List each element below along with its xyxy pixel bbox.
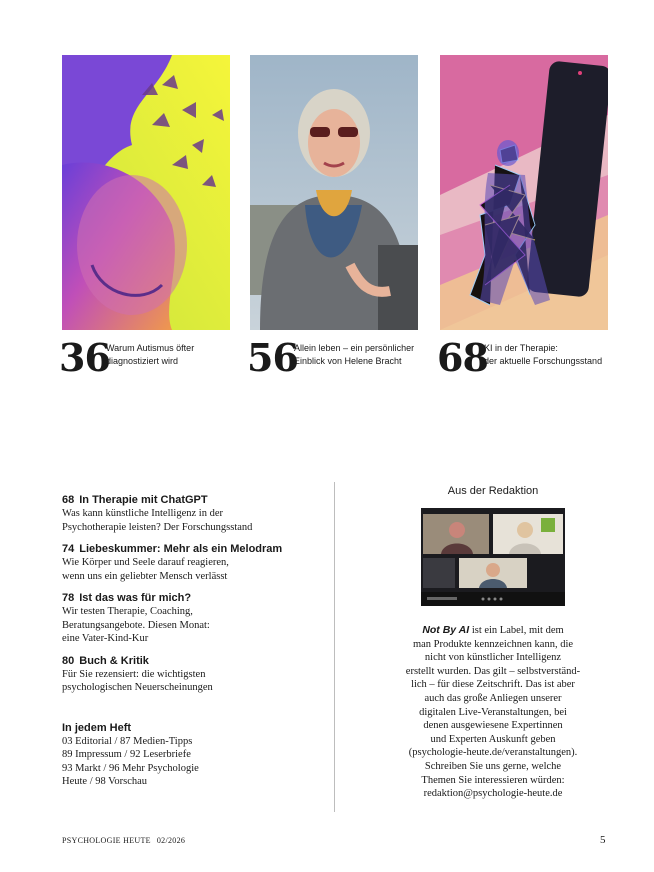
feature-56[interactable]: [247, 55, 418, 382]
toc-entry[interactable]: [62, 591, 322, 646]
feature-68[interactable]: [437, 55, 608, 382]
video-call-image: [421, 508, 565, 606]
toc-title: Liebeskummer: Mehr als ein Melodram: [79, 543, 283, 555]
toc-text: Wie Körper und Seele darauf reagieren, wenn uns ein geliebter Mensch verlässt: [62, 557, 229, 582]
toc-text: Für Sie rezensiert: die wichtigsten psychologischen Neuerscheinungen: [62, 668, 213, 693]
toc-entry[interactable]: [62, 493, 322, 534]
feature-image-autism[interactable]: [62, 55, 230, 330]
magazine-name: PSYCHOLOGIE HEUTE: [62, 836, 151, 845]
toc-page-number: 74: [62, 543, 75, 555]
toc-page-number: 78: [62, 592, 75, 604]
table-of-contents: [62, 493, 322, 789]
feature-page-number: 56: [247, 335, 298, 380]
toc-title: In Therapie mit ChatGPT: [79, 494, 208, 506]
not-by-ai-label: Not By AI: [422, 624, 470, 636]
footer-magazine: [62, 836, 185, 845]
toc-page-number: 68: [62, 494, 75, 506]
feature-image-ai-therapy[interactable]: [440, 55, 608, 330]
toc-entry[interactable]: [62, 654, 322, 695]
editorial-text: [386, 624, 600, 801]
feature-36[interactable]: [59, 55, 230, 382]
butterfly-portrait-illustration: [62, 55, 230, 330]
toc-page-number: 80: [62, 654, 75, 667]
editorial-title: Aus der Redaktion: [447, 485, 539, 497]
column-divider: [334, 482, 335, 812]
figure-in-phone-illustration: [440, 55, 608, 330]
toc-title: Buch & Kritik: [79, 654, 149, 667]
toc-title: Ist das was für mich?: [79, 592, 192, 604]
toc-text: Was kann künstliche Intelligenz in der Psychotherapie leisten? Der Forschungsstand: [62, 508, 253, 533]
feature-caption: Allein leben – ein persönlicher Einblick von Helene Bracht: [294, 343, 415, 366]
regular-sections-text: 03 Editorial / 87 Medien-Tipps 89 Impressum / 92 Leserbriefe 93 Markt / 96 Mehr Psychologie Heute / 98 Vorschau: [62, 735, 199, 787]
editorial-box: [386, 484, 600, 801]
feature-image-living-alone[interactable]: [250, 55, 418, 330]
toc-entry[interactable]: [62, 542, 322, 583]
regular-sections-title: In jedem Heft: [62, 721, 132, 734]
video-call-screenshot: [421, 508, 565, 606]
toc-text: Wir testen Therapie, Coaching, Beratungsangebote. Diesen Monat: eine Vater-Kind-Kur: [62, 606, 210, 644]
feature-caption: KI in der Therapie: der aktuelle Forschungsstand: [484, 343, 603, 366]
editorial-body: ist ein Label, mit dem man Produkte kennzeichnen kann, die nicht von künstlicher Intelligenz erstellt wurden. Das gilt – selbstverständ- lich – für diese Zeitschrift. Das ist aber auch das große Anliegen unserer digitalen Live-Veranstaltungen, bei denen ausgewiesene Expertinnen und Experten Auskunft geben (psychologie-heute.de/veranstaltungen). Schreiben Sie uns gerne, welche Themen Sie interessieren würden: redaktion@psychologie-heute.de: [405, 625, 581, 800]
feature-page-number: 36: [59, 335, 110, 380]
feature-caption: Warum Autismus öfter diagnostiziert wird: [106, 343, 195, 366]
older-woman-photo: [250, 55, 418, 330]
regular-sections: [62, 721, 322, 789]
page-number: 5: [600, 834, 606, 846]
feature-page-number: 68: [437, 335, 488, 380]
issue-number: 02/2026: [156, 836, 186, 845]
